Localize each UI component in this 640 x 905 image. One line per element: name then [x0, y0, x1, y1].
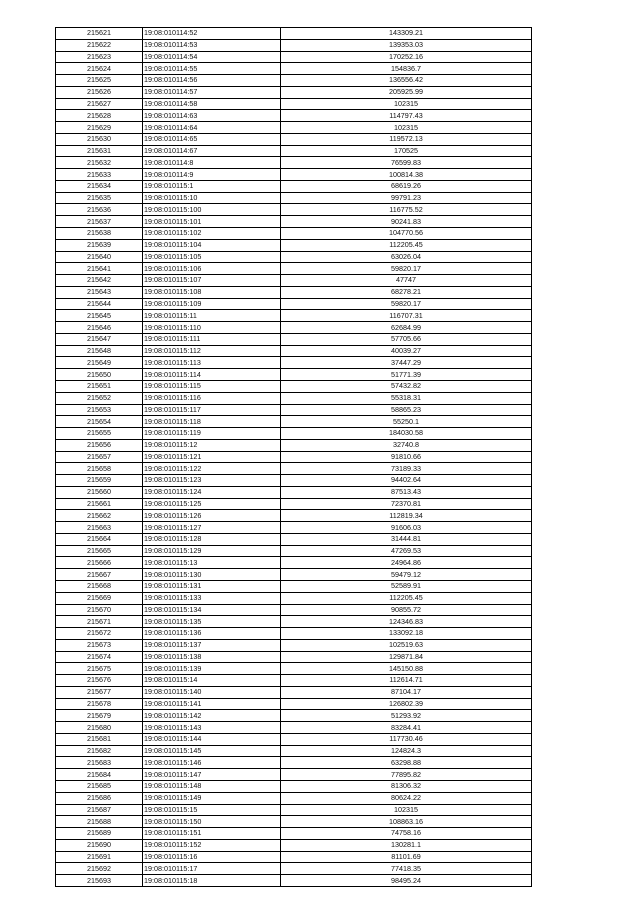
cell-value: 130281.1	[281, 839, 532, 851]
table-row	[56, 851, 532, 863]
cell-value: 154836.7	[281, 63, 532, 75]
table-row	[56, 816, 532, 828]
table-row	[56, 110, 532, 122]
data-table-body	[56, 28, 532, 887]
cell-cadastral-number: 19:08:010115:14	[143, 675, 281, 687]
cell-cadastral-number: 19:08:010115:150	[143, 816, 281, 828]
cell-cadastral-number: 19:08:010115:18	[143, 875, 281, 887]
cell-cadastral-number: 19:08:010114:52	[143, 28, 281, 40]
cell-cadastral-number: 19:08:010114:56	[143, 75, 281, 87]
table-row	[56, 392, 532, 404]
cell-cadastral-number: 19:08:010115:1	[143, 180, 281, 192]
cell-value: 136556.42	[281, 75, 532, 87]
cell-value: 133092.18	[281, 628, 532, 640]
cell-value: 68619.26	[281, 180, 532, 192]
cell-cadastral-number: 19:08:010115:141	[143, 698, 281, 710]
cell-id: 215641	[56, 263, 143, 275]
cell-value: 184030.58	[281, 428, 532, 440]
cell-value: 104770.56	[281, 228, 532, 240]
cell-id: 215675	[56, 663, 143, 675]
table-row	[56, 169, 532, 181]
cell-value: 77418.35	[281, 863, 532, 875]
cell-value: 102315	[281, 804, 532, 816]
cell-cadastral-number: 19:08:010115:130	[143, 569, 281, 581]
cell-value: 112614.71	[281, 675, 532, 687]
cell-id: 215626	[56, 86, 143, 98]
cell-id: 215678	[56, 698, 143, 710]
cell-value: 47747	[281, 275, 532, 287]
cell-id: 215627	[56, 98, 143, 110]
table-row	[56, 228, 532, 240]
cell-value: 72370.81	[281, 498, 532, 510]
cell-id: 215624	[56, 63, 143, 75]
cell-id: 215660	[56, 486, 143, 498]
cell-id: 215630	[56, 133, 143, 145]
cell-cadastral-number: 19:08:010115:129	[143, 545, 281, 557]
cell-value: 112819.34	[281, 510, 532, 522]
cell-id: 215621	[56, 28, 143, 40]
cell-value: 57705.66	[281, 333, 532, 345]
table-row	[56, 451, 532, 463]
cell-id: 215673	[56, 639, 143, 651]
cell-value: 90855.72	[281, 604, 532, 616]
table-row	[56, 663, 532, 675]
cell-cadastral-number: 19:08:010115:117	[143, 404, 281, 416]
cell-cadastral-number: 19:08:010115:137	[143, 639, 281, 651]
cell-id: 215623	[56, 51, 143, 63]
table-row	[56, 839, 532, 851]
table-row	[56, 369, 532, 381]
table-row	[56, 722, 532, 734]
table-row	[56, 322, 532, 334]
cell-id: 215647	[56, 333, 143, 345]
cell-value: 68278.21	[281, 286, 532, 298]
cell-cadastral-number: 19:08:010114:55	[143, 63, 281, 75]
cell-id: 215648	[56, 345, 143, 357]
cell-cadastral-number: 19:08:010115:126	[143, 510, 281, 522]
cell-cadastral-number: 19:08:010115:127	[143, 522, 281, 534]
cell-cadastral-number: 19:08:010115:12	[143, 439, 281, 451]
cell-value: 116707.31	[281, 310, 532, 322]
cell-value: 40039.27	[281, 345, 532, 357]
cell-cadastral-number: 19:08:010114:64	[143, 122, 281, 134]
cell-cadastral-number: 19:08:010115:142	[143, 710, 281, 722]
table-row	[56, 875, 532, 887]
table-row	[56, 828, 532, 840]
cell-id: 215682	[56, 745, 143, 757]
cell-id: 215657	[56, 451, 143, 463]
cell-cadastral-number: 19:08:010114:9	[143, 169, 281, 181]
cell-value: 112205.45	[281, 239, 532, 251]
cell-id: 215649	[56, 357, 143, 369]
table-row	[56, 604, 532, 616]
data-table	[55, 27, 532, 887]
cell-id: 215652	[56, 392, 143, 404]
table-row	[56, 39, 532, 51]
cell-cadastral-number: 19:08:010115:11	[143, 310, 281, 322]
cell-id: 215689	[56, 828, 143, 840]
cell-value: 100814.38	[281, 169, 532, 181]
cell-id: 215693	[56, 875, 143, 887]
table-row	[56, 769, 532, 781]
table-row	[56, 133, 532, 145]
cell-value: 87513.43	[281, 486, 532, 498]
cell-cadastral-number: 19:08:010115:104	[143, 239, 281, 251]
cell-cadastral-number: 19:08:010115:140	[143, 686, 281, 698]
table-row	[56, 51, 532, 63]
cell-value: 62684.99	[281, 322, 532, 334]
cell-value: 91810.66	[281, 451, 532, 463]
cell-cadastral-number: 19:08:010114:63	[143, 110, 281, 122]
cell-id: 215633	[56, 169, 143, 181]
table-row	[56, 569, 532, 581]
cell-value: 59479.12	[281, 569, 532, 581]
cell-id: 215625	[56, 75, 143, 87]
cell-id: 215674	[56, 651, 143, 663]
cell-id: 215636	[56, 204, 143, 216]
cell-id: 215690	[56, 839, 143, 851]
table-row	[56, 145, 532, 157]
cell-value: 81306.32	[281, 781, 532, 793]
cell-value: 81101.69	[281, 851, 532, 863]
cell-value: 80624.22	[281, 792, 532, 804]
cell-id: 215640	[56, 251, 143, 263]
cell-value: 51771.39	[281, 369, 532, 381]
cell-id: 215651	[56, 380, 143, 392]
cell-cadastral-number: 19:08:010115:116	[143, 392, 281, 404]
table-row	[56, 510, 532, 522]
table-row	[56, 416, 532, 428]
cell-cadastral-number: 19:08:010115:10	[143, 192, 281, 204]
cell-cadastral-number: 19:08:010115:139	[143, 663, 281, 675]
cell-id: 215643	[56, 286, 143, 298]
cell-id: 215677	[56, 686, 143, 698]
cell-value: 98495.24	[281, 875, 532, 887]
table-row	[56, 675, 532, 687]
cell-value: 145150.88	[281, 663, 532, 675]
cell-cadastral-number: 19:08:010115:152	[143, 839, 281, 851]
cell-cadastral-number: 19:08:010115:108	[143, 286, 281, 298]
cell-value: 63298.88	[281, 757, 532, 769]
cell-cadastral-number: 19:08:010115:109	[143, 298, 281, 310]
cell-id: 215687	[56, 804, 143, 816]
cell-value: 55250.1	[281, 416, 532, 428]
table-row	[56, 428, 532, 440]
cell-id: 215684	[56, 769, 143, 781]
table-row	[56, 498, 532, 510]
cell-id: 215681	[56, 733, 143, 745]
table-row	[56, 580, 532, 592]
table-row	[56, 439, 532, 451]
table-row	[56, 698, 532, 710]
table-row	[56, 204, 532, 216]
table-row	[56, 486, 532, 498]
cell-cadastral-number: 19:08:010115:146	[143, 757, 281, 769]
table-row	[56, 263, 532, 275]
table-row	[56, 592, 532, 604]
cell-id: 215645	[56, 310, 143, 322]
cell-id: 215629	[56, 122, 143, 134]
cell-value: 143309.21	[281, 28, 532, 40]
cell-cadastral-number: 19:08:010115:151	[143, 828, 281, 840]
cell-cadastral-number: 19:08:010115:114	[143, 369, 281, 381]
cell-cadastral-number: 19:08:010115:118	[143, 416, 281, 428]
cell-value: 102519.63	[281, 639, 532, 651]
cell-cadastral-number: 19:08:010115:147	[143, 769, 281, 781]
cell-id: 215668	[56, 580, 143, 592]
cell-id: 215662	[56, 510, 143, 522]
cell-id: 215685	[56, 781, 143, 793]
cell-cadastral-number: 19:08:010114:57	[143, 86, 281, 98]
cell-value: 83284.41	[281, 722, 532, 734]
cell-cadastral-number: 19:08:010115:149	[143, 792, 281, 804]
table-row	[56, 357, 532, 369]
table-row	[56, 310, 532, 322]
cell-cadastral-number: 19:08:010115:133	[143, 592, 281, 604]
table-row	[56, 404, 532, 416]
cell-value: 124346.83	[281, 616, 532, 628]
cell-value: 90241.83	[281, 216, 532, 228]
table-row	[56, 75, 532, 87]
table-row	[56, 157, 532, 169]
cell-value: 117730.46	[281, 733, 532, 745]
cell-id: 215664	[56, 533, 143, 545]
cell-id: 215688	[56, 816, 143, 828]
table-row	[56, 533, 532, 545]
cell-cadastral-number: 19:08:010115:101	[143, 216, 281, 228]
table-row	[56, 651, 532, 663]
cell-value: 77895.82	[281, 769, 532, 781]
cell-cadastral-number: 19:08:010115:124	[143, 486, 281, 498]
cell-value: 73189.33	[281, 463, 532, 475]
table-row	[56, 522, 532, 534]
cell-id: 215639	[56, 239, 143, 251]
cell-id: 215644	[56, 298, 143, 310]
cell-value: 47269.53	[281, 545, 532, 557]
cell-id: 215670	[56, 604, 143, 616]
cell-cadastral-number: 19:08:010115:125	[143, 498, 281, 510]
table-row	[56, 333, 532, 345]
table-row	[56, 628, 532, 640]
cell-id: 215659	[56, 475, 143, 487]
cell-value: 94402.64	[281, 475, 532, 487]
table-row	[56, 122, 532, 134]
table-row	[56, 781, 532, 793]
cell-id: 215631	[56, 145, 143, 157]
cell-value: 51293.92	[281, 710, 532, 722]
cell-cadastral-number: 19:08:010115:135	[143, 616, 281, 628]
cell-cadastral-number: 19:08:010115:105	[143, 251, 281, 263]
cell-value: 205925.99	[281, 86, 532, 98]
cell-cadastral-number: 19:08:010115:131	[143, 580, 281, 592]
cell-cadastral-number: 19:08:010115:119	[143, 428, 281, 440]
table-row	[56, 557, 532, 569]
cell-id: 215686	[56, 792, 143, 804]
table-row	[56, 616, 532, 628]
cell-cadastral-number: 19:08:010114:67	[143, 145, 281, 157]
cell-id: 215632	[56, 157, 143, 169]
cell-id: 215658	[56, 463, 143, 475]
cell-cadastral-number: 19:08:010114:65	[143, 133, 281, 145]
table-row	[56, 239, 532, 251]
cell-id: 215653	[56, 404, 143, 416]
cell-id: 215680	[56, 722, 143, 734]
table-row	[56, 286, 532, 298]
table-row	[56, 757, 532, 769]
cell-value: 31444.81	[281, 533, 532, 545]
cell-value: 112205.45	[281, 592, 532, 604]
table-row	[56, 63, 532, 75]
cell-value: 32740.8	[281, 439, 532, 451]
cell-value: 102315	[281, 98, 532, 110]
table-row	[56, 251, 532, 263]
cell-cadastral-number: 19:08:010115:136	[143, 628, 281, 640]
cell-cadastral-number: 19:08:010115:13	[143, 557, 281, 569]
cell-value: 114797.43	[281, 110, 532, 122]
table-row	[56, 98, 532, 110]
cell-id: 215654	[56, 416, 143, 428]
cell-cadastral-number: 19:08:010115:110	[143, 322, 281, 334]
cell-id: 215667	[56, 569, 143, 581]
cell-cadastral-number: 19:08:010115:115	[143, 380, 281, 392]
cell-cadastral-number: 19:08:010115:15	[143, 804, 281, 816]
cell-value: 99791.23	[281, 192, 532, 204]
table-row	[56, 380, 532, 392]
cell-id: 215656	[56, 439, 143, 451]
cell-id: 215638	[56, 228, 143, 240]
table-row	[56, 863, 532, 875]
cell-value: 119572.13	[281, 133, 532, 145]
cell-cadastral-number: 19:08:010115:144	[143, 733, 281, 745]
cell-cadastral-number: 19:08:010115:128	[143, 533, 281, 545]
cell-cadastral-number: 19:08:010115:16	[143, 851, 281, 863]
cell-id: 215679	[56, 710, 143, 722]
cell-cadastral-number: 19:08:010115:113	[143, 357, 281, 369]
cell-cadastral-number: 19:08:010115:143	[143, 722, 281, 734]
cell-value: 37447.29	[281, 357, 532, 369]
cell-id: 215650	[56, 369, 143, 381]
table-row	[56, 298, 532, 310]
cell-value: 126802.39	[281, 698, 532, 710]
cell-value: 87104.17	[281, 686, 532, 698]
cell-value: 63026.04	[281, 251, 532, 263]
cell-id: 215676	[56, 675, 143, 687]
cell-cadastral-number: 19:08:010115:122	[143, 463, 281, 475]
cell-id: 215665	[56, 545, 143, 557]
cell-id: 215628	[56, 110, 143, 122]
cell-value: 24964.86	[281, 557, 532, 569]
cell-cadastral-number: 19:08:010115:148	[143, 781, 281, 793]
cell-id: 215634	[56, 180, 143, 192]
table-row	[56, 475, 532, 487]
table-row	[56, 192, 532, 204]
cell-value: 170525	[281, 145, 532, 157]
cell-value: 129871.84	[281, 651, 532, 663]
cell-cadastral-number: 19:08:010115:145	[143, 745, 281, 757]
cell-cadastral-number: 19:08:010115:134	[143, 604, 281, 616]
cell-value: 102315	[281, 122, 532, 134]
cell-value: 124824.3	[281, 745, 532, 757]
cell-value: 116775.52	[281, 204, 532, 216]
cell-id: 215663	[56, 522, 143, 534]
cell-cadastral-number: 19:08:010115:100	[143, 204, 281, 216]
table-row	[56, 792, 532, 804]
table-row	[56, 686, 532, 698]
table-row	[56, 639, 532, 651]
cell-value: 58865.23	[281, 404, 532, 416]
cell-cadastral-number: 19:08:010115:123	[143, 475, 281, 487]
cell-value: 59820.17	[281, 298, 532, 310]
cell-cadastral-number: 19:08:010115:17	[143, 863, 281, 875]
cell-id: 215692	[56, 863, 143, 875]
cell-id: 215637	[56, 216, 143, 228]
cell-value: 76599.83	[281, 157, 532, 169]
cell-cadastral-number: 19:08:010115:138	[143, 651, 281, 663]
cell-cadastral-number: 19:08:010115:107	[143, 275, 281, 287]
cell-id: 215691	[56, 851, 143, 863]
cell-id: 215683	[56, 757, 143, 769]
cell-id: 215635	[56, 192, 143, 204]
table-row	[56, 710, 532, 722]
cell-value: 59820.17	[281, 263, 532, 275]
table-row	[56, 745, 532, 757]
cell-value: 170252.16	[281, 51, 532, 63]
cell-cadastral-number: 19:08:010115:121	[143, 451, 281, 463]
cell-id: 215672	[56, 628, 143, 640]
cell-id: 215646	[56, 322, 143, 334]
table-row	[56, 345, 532, 357]
table-row	[56, 275, 532, 287]
cell-value: 108863.16	[281, 816, 532, 828]
cell-value: 74758.16	[281, 828, 532, 840]
table-row	[56, 180, 532, 192]
cell-id: 215655	[56, 428, 143, 440]
cell-value: 52589.91	[281, 580, 532, 592]
table-row	[56, 463, 532, 475]
cell-id: 215642	[56, 275, 143, 287]
table-row	[56, 216, 532, 228]
cell-value: 139353.03	[281, 39, 532, 51]
cell-cadastral-number: 19:08:010114:54	[143, 51, 281, 63]
cell-id: 215622	[56, 39, 143, 51]
cell-value: 55318.31	[281, 392, 532, 404]
cell-cadastral-number: 19:08:010115:106	[143, 263, 281, 275]
cell-cadastral-number: 19:08:010115:111	[143, 333, 281, 345]
cell-cadastral-number: 19:08:010114:53	[143, 39, 281, 51]
cell-id: 215669	[56, 592, 143, 604]
cell-value: 91606.03	[281, 522, 532, 534]
cell-cadastral-number: 19:08:010114:58	[143, 98, 281, 110]
cell-cadastral-number: 19:08:010115:102	[143, 228, 281, 240]
cell-cadastral-number: 19:08:010114:8	[143, 157, 281, 169]
table-row	[56, 545, 532, 557]
cell-id: 215661	[56, 498, 143, 510]
table-row	[56, 28, 532, 40]
cell-id: 215671	[56, 616, 143, 628]
table-row	[56, 733, 532, 745]
table-row	[56, 804, 532, 816]
cell-value: 57432.82	[281, 380, 532, 392]
table-row	[56, 86, 532, 98]
cell-cadastral-number: 19:08:010115:112	[143, 345, 281, 357]
cell-id: 215666	[56, 557, 143, 569]
